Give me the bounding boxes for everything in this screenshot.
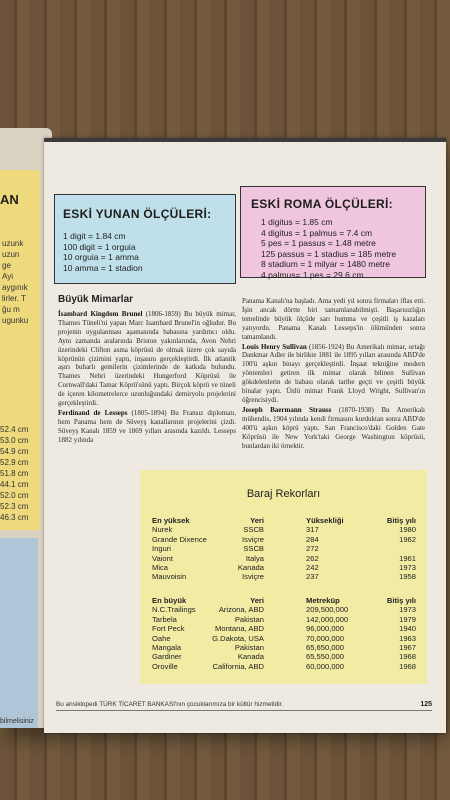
table-row bbox=[148, 525, 422, 534]
table-row bbox=[148, 544, 422, 553]
table-row bbox=[148, 572, 422, 581]
left-number: 44.1 cm bbox=[0, 480, 29, 489]
table-cell: Arizona, ABD bbox=[218, 605, 264, 615]
left-number: 46.3 cm bbox=[0, 513, 29, 522]
table-row bbox=[148, 615, 422, 624]
table-cell: 1968 bbox=[399, 661, 416, 671]
table-cell: Mangala bbox=[152, 642, 182, 652]
left-number: 51.8 cm bbox=[0, 469, 29, 478]
table-cell: Pakistan bbox=[234, 614, 264, 624]
paragraph-text: (1806-1859) Bu büyük mimar, Thames Tüneli'ni yapan Marc Isambard Brunel'in oğludur. Bu projenin uygulanması aşamasında babasına yardımcı oldu. Aynı zamanda aralarında Briston yakınlarında, Avon Nehri üzerindeki Clifton asma köprüsü de olmak üzere çok sayıda köprünün çizimini yaptı, inşasını gerçekleştirdi. İlk atlantik aşırı buharlı gemilerin çizimlerinde de katkıda bulundu. Thames Nehri üzerindeki Hungerford Köprüsü ile Cornwall'daki Tamar Köprü'sünü yaptı. Birçok köprü ve tüneli de içeren kilometrelerce uzunluğundaki demiryolu projelerini gerçekleştirdi. bbox=[58, 310, 237, 408]
table-cell: 65,650,000 bbox=[306, 642, 345, 652]
table-cell: 96,000,000 bbox=[306, 624, 345, 634]
greek-measure-line: 10 amma = 1 stadion bbox=[63, 262, 143, 273]
left-fragment: uzunk bbox=[2, 239, 24, 248]
roman-measure-line: 8 stadium = 1 milyar = 1480 metre bbox=[261, 259, 390, 269]
largest-dams-table bbox=[148, 596, 422, 671]
table-cell: California, ABD bbox=[212, 661, 264, 671]
table-cell: Isviçre bbox=[242, 534, 264, 544]
table-row bbox=[148, 624, 422, 633]
table-cell: Inguri bbox=[152, 544, 171, 554]
left-number: 54.9 cm bbox=[0, 447, 29, 456]
table-cell: 262 bbox=[306, 553, 319, 563]
table-cell: Kanada bbox=[237, 562, 264, 572]
left-fragment: ugunku bbox=[2, 316, 29, 325]
table-cell: 1958 bbox=[399, 572, 416, 582]
table-row bbox=[148, 605, 422, 614]
roman-measures-box bbox=[240, 186, 426, 278]
table-header-cell: Yüksekliği bbox=[306, 516, 344, 525]
table-row bbox=[148, 535, 422, 544]
table-header-cell: Bitiş yılı bbox=[386, 596, 416, 605]
left-fragment: aygınık bbox=[2, 283, 28, 292]
table-cell: Grande Dixence bbox=[152, 534, 207, 544]
table-cell: 242 bbox=[306, 562, 319, 572]
left-page-footer: bilmelisiniz bbox=[0, 718, 34, 725]
table-row bbox=[148, 554, 422, 563]
table-cell: Oahe bbox=[152, 633, 171, 643]
table-cell: Italya bbox=[245, 553, 264, 563]
table-header-cell: Yeri bbox=[250, 596, 264, 605]
roman-measure-line: 1 digitus = 1.85 cm bbox=[261, 217, 333, 227]
table-cell: 1973 bbox=[399, 562, 416, 572]
paragraph-text: (1856-1924) Bu Amerikalı mimar, ortağı Dankmar Adler ile birlikte 1881 ile 1895 yılları arasında ABD'de 100'ü aşkın binayı gerçekleştirdi. İnşaat tekniğine modern yöntemleri getiren ilk mimar olarak bilinen Sullivan gökdelenlerin de babası olarak tarihe geçti ve çeşitli büyük binalar yaptı. Ünlü mimar Frank Lloyd Wright, Sullivan'ın öğrencisiydi. bbox=[242, 342, 426, 404]
table-header-cell: Yeri bbox=[250, 516, 264, 525]
architect-name: Ferdinand de Lesseps bbox=[58, 408, 128, 417]
left-number: 52.0 cm bbox=[0, 491, 29, 500]
footer-rule bbox=[56, 710, 432, 711]
table-cell: 142,000,000 bbox=[306, 614, 349, 624]
table-header-row bbox=[148, 596, 422, 605]
greek-measures-title: ESKİ YUNAN ÖLÇÜLERİ: bbox=[63, 207, 212, 221]
table-cell: Nurek bbox=[152, 525, 173, 535]
paragraph-text: (1870-1938) Bu Amerikalı mühendis, 1904 yılında kendi firmasını kurduktan sonra ABD'de 400'ü aşkın köprü yaptı. San Francisco'daki Golden Gate Köprüsü ile New York'taki George Washington köprüsü, bunlardan iki örnektir. bbox=[242, 405, 426, 450]
left-number: 52.4 cm bbox=[0, 425, 29, 434]
table-cell: Pakistan bbox=[234, 642, 264, 652]
left-blue-panel bbox=[0, 538, 38, 728]
left-fragment: Ayi bbox=[2, 272, 13, 281]
table-row bbox=[148, 662, 422, 671]
architect-name: Joseph Baermann Strauss bbox=[242, 405, 332, 414]
table-cell: 284 bbox=[306, 534, 319, 544]
left-number: 52.3 cm bbox=[0, 502, 29, 511]
table-cell: 65,550,000 bbox=[306, 652, 345, 662]
left-number: 52.9 cm bbox=[0, 458, 29, 467]
left-fragment: ge bbox=[2, 261, 11, 270]
table-header-cell: En büyük bbox=[152, 596, 187, 605]
table-cell: 1979 bbox=[399, 614, 416, 624]
table-cell: 1973 bbox=[399, 605, 416, 615]
roman-measure-line: 4 digitus = 1 palmus = 7.4 cm bbox=[261, 227, 373, 238]
top-rule bbox=[44, 138, 446, 142]
table-cell: 1968 bbox=[399, 652, 416, 662]
table-cell: 1961 bbox=[399, 553, 416, 563]
roman-measures-title: ESKİ ROMA ÖLÇÜLERİ: bbox=[251, 197, 393, 211]
table-cell: 1963 bbox=[399, 633, 416, 643]
table-cell: Kanada bbox=[237, 652, 264, 662]
table-cell: 237 bbox=[306, 572, 319, 582]
greek-measure-line: 100 digit = 1 orguia bbox=[63, 241, 136, 252]
table-cell: 272 bbox=[306, 544, 319, 554]
architect-name: İsambard Kingdom Brunel bbox=[58, 310, 143, 318]
table-header-cell: Metreküp bbox=[306, 596, 340, 605]
left-fragment: lirler. T bbox=[2, 294, 26, 303]
table-header-cell: Bitiş yılı bbox=[386, 516, 416, 525]
table-row bbox=[148, 634, 422, 643]
table-cell: 209,500,000 bbox=[306, 605, 349, 615]
greek-measures-box bbox=[54, 194, 236, 284]
table-cell: Isviçre bbox=[242, 572, 264, 582]
table-row bbox=[148, 652, 422, 661]
table-header-row bbox=[148, 516, 422, 525]
table-cell: 317 bbox=[306, 525, 319, 535]
greek-measure-line: 10 orguia = 1 amma bbox=[63, 252, 139, 262]
table-cell: Mauvoisin bbox=[152, 572, 187, 582]
roman-measure-line: 4 palmus= 1 pes = 29.6 cm bbox=[261, 269, 364, 280]
roman-measure-line: 5 pes = 1 passus = 1.48 metre bbox=[261, 238, 376, 248]
table-cell: 1940 bbox=[399, 624, 416, 634]
dam-records-box bbox=[140, 470, 427, 684]
left-number-list bbox=[0, 424, 28, 523]
paragraph-text: (1805-1894) Bu Fransız diplomatı, hem Panama hem de Süveyş kanallarının projelerini çizdi. Süveyş Kanalı 1859 ve 1869 yılları arasında kazıldı. Lesseps 1882 yılında bbox=[58, 408, 236, 444]
table-cell: Montana, ABD bbox=[215, 624, 264, 634]
left-page-heading: AN bbox=[0, 192, 19, 207]
page-footer-text: Bu ansiklopedi TÜRK TİCARET BANKASI'nın çocuklarımıza bir kültür hizmetidir. bbox=[56, 701, 284, 708]
architect-name: Louis Henry Sullivan bbox=[242, 342, 307, 351]
table-cell: 70,000,000 bbox=[306, 633, 345, 643]
table-cell: G.Dakota, USA bbox=[212, 633, 264, 643]
table-cell: 1962 bbox=[399, 534, 416, 544]
paragraph-text: Panama Kanalı'na başladı. Ama yedi yıl sonra firmaları iflas etti. İşin ancak dörtte biri tamamlanabilmişti. Başarısızlığın temelinde büyük ölçüde sarı humma ve çeşitli iş kazaları yatıyordu. Panama Kanalı Lesseps'in ölümünden sonra tamamlandı. bbox=[242, 297, 425, 341]
table-cell: Oroville bbox=[152, 661, 178, 671]
greek-measure-line: 1 digit = 1.84 cm bbox=[63, 231, 126, 241]
table-cell: Gardiner bbox=[152, 652, 182, 662]
table-cell: 1980 bbox=[399, 525, 416, 535]
table-cell: Tarbela bbox=[152, 614, 177, 624]
table-cell: SSCB bbox=[243, 525, 264, 535]
table-cell: Vaiont bbox=[152, 553, 173, 563]
highest-dams-table bbox=[148, 516, 422, 582]
table-cell: 1967 bbox=[399, 642, 416, 652]
book-page bbox=[44, 138, 446, 733]
left-fragment: ğu m bbox=[2, 305, 20, 314]
table-cell: 60,000,000 bbox=[306, 661, 345, 671]
article-column-left bbox=[58, 310, 236, 446]
table-cell: Fort Peck bbox=[152, 624, 185, 634]
page-number: 125 bbox=[420, 701, 432, 708]
left-fragment: uzun bbox=[2, 250, 20, 259]
roman-measure-line: 125 passus = 1 stadius = 185 metre bbox=[261, 248, 397, 259]
table-row bbox=[148, 643, 422, 652]
dam-records-title: Baraj Rekorları bbox=[246, 488, 321, 500]
section-heading: Büyük Mimarlar bbox=[58, 294, 134, 305]
left-number: 53.0 cm bbox=[0, 436, 29, 445]
table-cell: N.C.Trailings bbox=[152, 605, 196, 615]
table-row bbox=[148, 563, 422, 572]
table-cell: Mica bbox=[152, 562, 169, 572]
table-cell: SSCB bbox=[243, 544, 264, 554]
table-header-cell: En yüksek bbox=[152, 516, 190, 525]
